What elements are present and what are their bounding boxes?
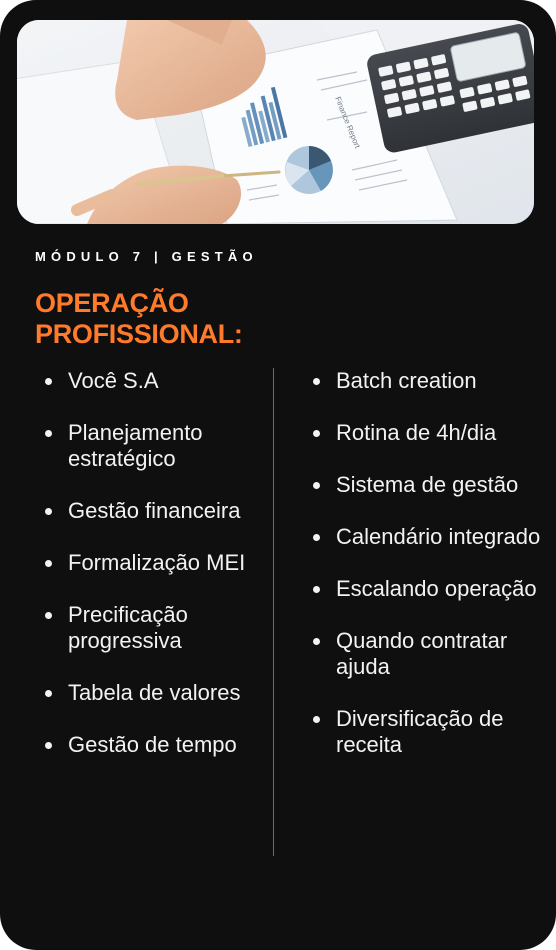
list-item [44,550,259,576]
list-item-label: Gestão de tempo [68,732,237,757]
list-item-label: Calendário integrado [336,524,541,549]
list-item [44,368,259,394]
module-title-line1: OPERAÇÃO [35,288,189,318]
bullet-dot-icon [45,508,52,515]
bullet-dot-icon [313,534,320,541]
list-item [44,680,259,706]
list-item-label: Escalando operação [336,576,537,601]
module-label: MÓDULO 7 | GESTÃO [35,249,258,264]
list-item-label: Planejamento estratégico [68,420,203,471]
topics-right-list [312,368,548,784]
finance-report-photo [17,20,534,224]
bullet-dot-icon [313,586,320,593]
bullet-dot-icon [313,482,320,489]
bullet-dot-icon [45,378,52,385]
list-item-label: Você S.A [68,368,159,393]
list-item [44,420,259,472]
list-item-label: Tabela de valores [68,680,241,705]
bullet-dot-icon [45,430,52,437]
list-item [312,524,548,550]
list-item [44,732,259,758]
list-item-label: Formalização MEI [68,550,246,575]
list-item-label: Sistema de gestão [336,472,519,497]
module-title-line2: PROFISSIONAL: [35,319,243,349]
list-item-label: Batch creation [336,368,477,393]
list-item-label: Precificação progressiva [68,602,188,653]
list-item [312,472,548,498]
list-item [312,628,548,680]
bullet-dot-icon [45,742,52,749]
list-item [312,576,548,602]
bullet-dot-icon [45,690,52,697]
module-title [35,288,335,350]
svg-text:Finance Report: Finance Report [333,95,362,150]
list-item-label: Rotina de 4h/dia [336,420,497,445]
bullet-dot-icon [313,638,320,645]
list-item [312,706,548,758]
list-item [312,420,548,446]
list-item-label: Quando contratar ajuda [336,628,508,679]
list-item-label: Diversificação de receita [336,706,504,757]
column-divider [273,368,274,856]
bullet-dot-icon [313,716,320,723]
list-item-label: Gestão financeira [68,498,241,523]
bullet-dot-icon [313,378,320,385]
bullet-dot-icon [313,430,320,437]
topics-left-list [44,368,259,784]
bullet-dot-icon [45,560,52,567]
list-item [44,498,259,524]
list-item [44,602,259,654]
list-item [312,368,548,394]
bullet-dot-icon [45,612,52,619]
